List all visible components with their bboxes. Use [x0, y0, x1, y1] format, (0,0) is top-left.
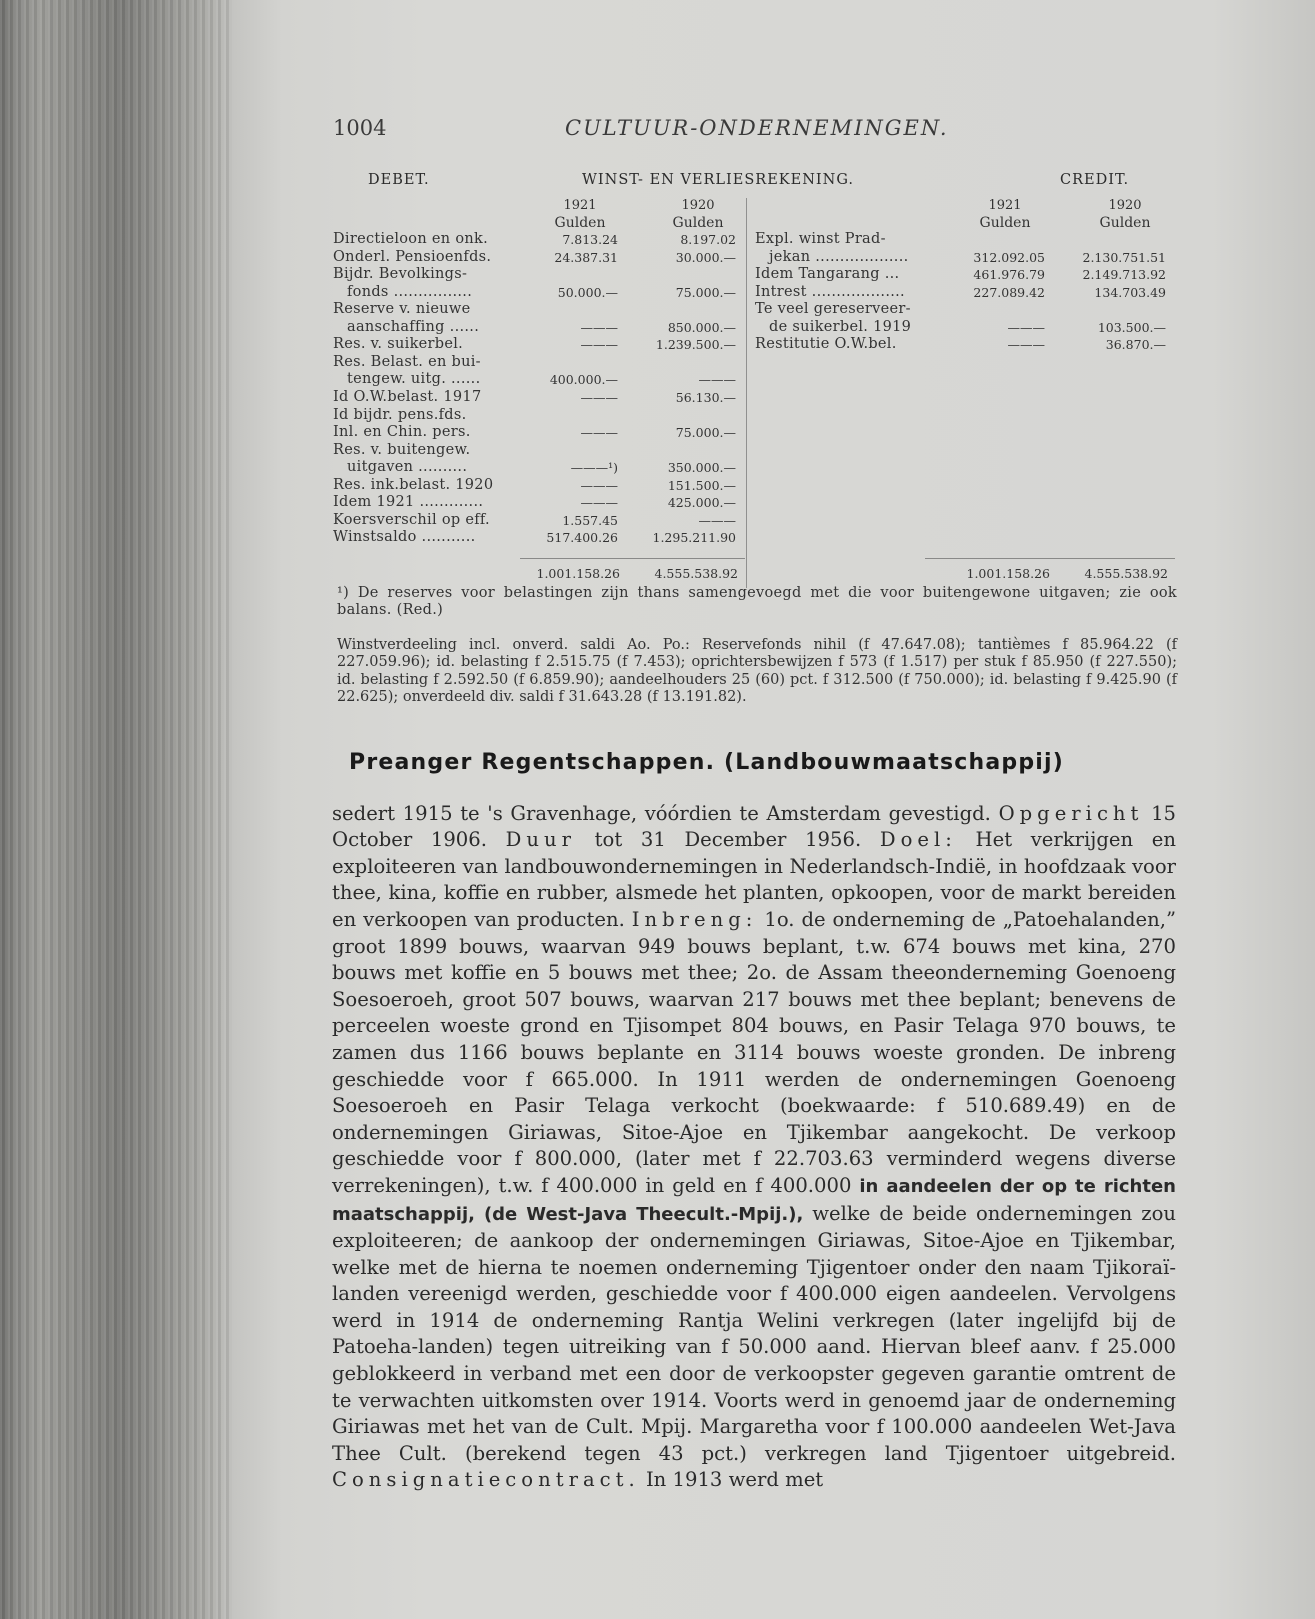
credit-row-value-1920: 2.130.751.51: [1082, 249, 1166, 265]
debet-row-label: Res. v. suikerbel.: [333, 336, 464, 353]
debet-row-label: Bijdr. Bevolkings-: [333, 266, 468, 283]
footnote: ¹) De reserves voor belastingen zijn thans samengevoegd met die voor buitengewone uitgaven; zie ook balans. (Red.): [337, 585, 1177, 619]
consignatie-label: Consignatiecontract.: [332, 1468, 640, 1492]
company-heading: Preanger Regentschappen. (Landbouwmaatschappij): [349, 750, 1065, 775]
debet-row-value-1920: 850.000.—: [667, 319, 736, 335]
credit-year-1920: 1920: [1108, 198, 1142, 213]
debet-row-value-1920: 75.000.—: [675, 284, 736, 300]
debet-row-label: Id bijdr. pens.fds.: [333, 406, 467, 423]
winstverdeeling: Winstverdeeling incl. onverd. saldi Ao. Po.: Reservefonds nihil (f 47.647.08); tantièmes f 85.964.22 (f 227.059.96); id. belasting f 2.515.75 (f 7.453); oprichtersbewijzen f 573 (f 1.517) per stuk f 85.950 (f 227.550); id. belasting f 2.592.50 (f 6.859.90); aandeelhouders 25 (60) pct. f 312.500 (f 750.000); id. belasting f 9.425.90 (f 22.625); onverdeeld div. saldi f 31.643.28 (f 13.191.82).: [337, 637, 1177, 705]
credit-row-label: Intrest ...................: [755, 283, 905, 300]
credit-row-value-1921: 461.976.79: [973, 267, 1045, 283]
debet-row-label: Id O.W.belast. 1917: [333, 388, 482, 405]
debet-row-value-1920: 75.000.—: [675, 425, 736, 441]
debet-row-label: Res. v. buitengew.: [333, 441, 471, 458]
account-title: WINST- EN VERLIESREKENING.: [582, 172, 854, 188]
debet-row-label: Onderl. Pensioenfds.: [333, 248, 492, 265]
debet-year-1920: 1920: [681, 198, 715, 213]
debet-row-value-1921: 24.387.31: [554, 249, 618, 265]
debet-row-label: Inl. en Chin. pers.: [333, 424, 471, 441]
credit-row-label: Expl. winst Prad-: [755, 231, 886, 247]
debet-row-value-1921: 400.000.—: [549, 372, 618, 388]
credit-unit-1920: Gulden: [1099, 215, 1151, 231]
credit-unit-1921: Gulden: [979, 215, 1031, 231]
doel-text: Het verkrijgen en exploiteeren van landbouwondernemingen in Nederlandsch-Indië, in hoofdzaak voor thee, kina, koffie en rubber, alsmede het planten, opkoopen, voor de markt bereiden en verkoopen van producten.: [332, 828, 1176, 931]
debet-row-label: Koersverschil op eff.: [333, 511, 490, 528]
debet-total-1921: 1.001.158.26: [536, 566, 620, 581]
duur-label: Duur: [505, 828, 576, 852]
credit-total-1920: 4.555.538.92: [1084, 566, 1168, 581]
credit-row-value-1921: 227.089.42: [973, 284, 1045, 300]
debet-total-1920: 4.555.538.92: [654, 566, 738, 581]
debet-row-value-1921: ———: [580, 337, 618, 353]
debet-row-value-1920: ———: [698, 372, 736, 388]
debet-row-value-1920: 350.000.—: [667, 460, 736, 476]
credit-total-rule: [925, 558, 1175, 559]
credit-row-label: Te veel gereserveer-: [755, 301, 911, 318]
debet-row-value-1921: ———: [580, 495, 618, 511]
debet-row-label: aanschaffing ......: [347, 318, 480, 335]
running-title: CULTUUR-ONDERNEMINGEN.: [565, 116, 949, 140]
credit-row-value-1921: ———: [1007, 337, 1045, 353]
debet-row-value-1921: ———: [580, 425, 618, 441]
debet-row-label: Reserve v. nieuwe: [333, 301, 471, 318]
consignatie-text: In 1913 werd met: [645, 1468, 824, 1492]
debet-row-label: tengew. uitg. ......: [347, 371, 481, 388]
debet-row-value-1921: ———: [580, 477, 618, 493]
debet-row-label: Winstsaldo ...........: [333, 529, 476, 546]
debet-year-1921: 1921: [563, 198, 597, 213]
debet-row-value-1921: ———: [580, 319, 618, 335]
duur-text: tot 31 December 1956.: [594, 828, 862, 852]
company-body: [332, 774, 1176, 1494]
debet-total-rule: [520, 558, 745, 559]
debet-row-value-1920: 56.130.—: [675, 389, 736, 405]
debet-row-value-1920: 425.000.—: [667, 495, 736, 511]
debet-row-label: Res. ink.belast. 1920: [333, 476, 494, 493]
debet-row-value-1921: ———¹): [570, 460, 618, 476]
debet-row-value-1921: 7.813.24: [562, 232, 618, 247]
debet-row-label: Idem 1921 .............: [333, 494, 484, 511]
inbreng-text: 1o. de onderneming de „Patoehalanden,” groot 1899 bouws, waarvan 949 bouws beplant, t.w. 674 bouws met kina, 270 bouws met koffie en 5 bouws met thee; 2o. de Assam theeonderneming Goenoeng Soesoeroeh, groot 507 bouws, waarvan 217 bouws met thee beplant; benevens de perceelen woeste grond en Tjisompet 804 bouws, en Pasir Telaga 970 bouws, te zamen dus 1166 bouws beplante en 3114 bouws woeste gronden. De inbreng geschiedde voor f 665.000. In 1911 werden de ondernemingen Goenoeng Soesoeroeh en Pasir Telaga verkocht (boekwaarde: f 510.689.49) en de ondernemingen Giriawas, Sitoe-Ajoe en Tjikembar aangekocht. De verkoop geschiedde voor f 800.000, (later met f 22.703.63 verminderd wegens diverse verrekeningen), t.w. f 400.000 in geld en f 400.000: [332, 907, 1176, 1197]
debet-row-value-1920: 151.500.—: [667, 477, 736, 493]
debet-row-value-1921: ———: [580, 389, 618, 405]
debet-unit-1921: Gulden: [554, 215, 606, 231]
debet-row-label: Res. Belast. en bui-: [333, 353, 481, 370]
book-spine-edge: [0, 0, 240, 1619]
debet-row-value-1921: 517.400.26: [546, 530, 618, 546]
debet-row-label: uitgaven ..........: [347, 459, 468, 476]
debet-unit-1920: Gulden: [672, 215, 724, 231]
debet-row-value-1920: 1.239.500.—: [655, 337, 736, 353]
credit-row-value-1920: 36.870.—: [1105, 337, 1166, 353]
credit-row-value-1921: ———: [1007, 319, 1045, 335]
credit-row-value-1920: 2.149.713.92: [1082, 267, 1166, 283]
debet-row-label: Directieloon en onk.: [333, 231, 488, 247]
credit-row-label: Restitutie O.W.bel.: [755, 336, 897, 353]
debet-row-value-1920: 1.295.211.90: [652, 530, 736, 546]
credit-year-1921: 1921: [988, 198, 1022, 213]
credit-row-label: Idem Tangarang ...: [755, 266, 900, 283]
credit-total-1921: 1.001.158.26: [966, 566, 1050, 581]
inbreng-label: Inbreng:: [631, 907, 758, 931]
column-divider: [746, 198, 747, 588]
doel-label: Doel:: [879, 828, 957, 852]
p1: sedert 1915 te 's Gravenhage, vóórdien te Amsterdam gevestigd.: [332, 801, 991, 825]
bold-text: in aandeelen der op te richten maatschappij, (de West-Java Theecult.-Mpij.),: [332, 1175, 1176, 1225]
debet-row-value-1921: 1.557.45: [562, 512, 618, 528]
opgericht-text: 15 October 1906.: [332, 801, 1177, 852]
credit-row-value-1921: 312.092.05: [973, 249, 1045, 265]
debet-row-value-1920: 8.197.02: [680, 232, 736, 247]
debet-row-value-1920: 30.000.—: [675, 249, 736, 265]
credit-row-label: jekan ...................: [769, 248, 909, 265]
rest-text: welke de beide ondernemingen zou exploiteeren; de aankoop der ondernemingen Giriawas, Sitoe-Ajoe en Tjikembar, welke met de hierna te noemen onderneming Tjigentoer onder den naam Tjikoraï-landen vereenigd werden, geschiedde voor f 400.000 eigen aandeelen. Vervolgens werd in 1914 de onderneming Rantja Welini verkregen (later ingelijfd bij de Patoeha-landen) tegen uitreiking van f 50.000 aand. Hiervan bleef aanv. f 25.000 geblokkeerd in verband met een door de verkoopster gegeven garantie omtrent de te verwachten uitkomsten over 1914. Voorts werd in genoemd jaar de onderneming Giriawas met het van de Cult. Mpij. Margaretha voor f 100.000 aandeelen Wet-Java Thee Cult. (berekend tegen 43 pct.) verkregen land Tjigentoer uitgebreid.: [332, 1201, 1176, 1465]
opgericht-label: Opgericht: [998, 801, 1144, 825]
page-number: 1004: [333, 116, 387, 140]
debet-row-value-1921: 50.000.—: [557, 284, 618, 300]
debet-row-value-1920: ———: [698, 512, 736, 528]
credit-row-label: de suikerbel. 1919: [769, 318, 912, 335]
credit-label: CREDIT.: [1060, 172, 1130, 188]
credit-row-value-1920: 103.500.—: [1097, 319, 1166, 335]
credit-row-value-1920: 134.703.49: [1094, 284, 1166, 300]
debet-row-label: fonds ................: [347, 283, 473, 300]
debet-label: DEBET.: [368, 172, 430, 188]
